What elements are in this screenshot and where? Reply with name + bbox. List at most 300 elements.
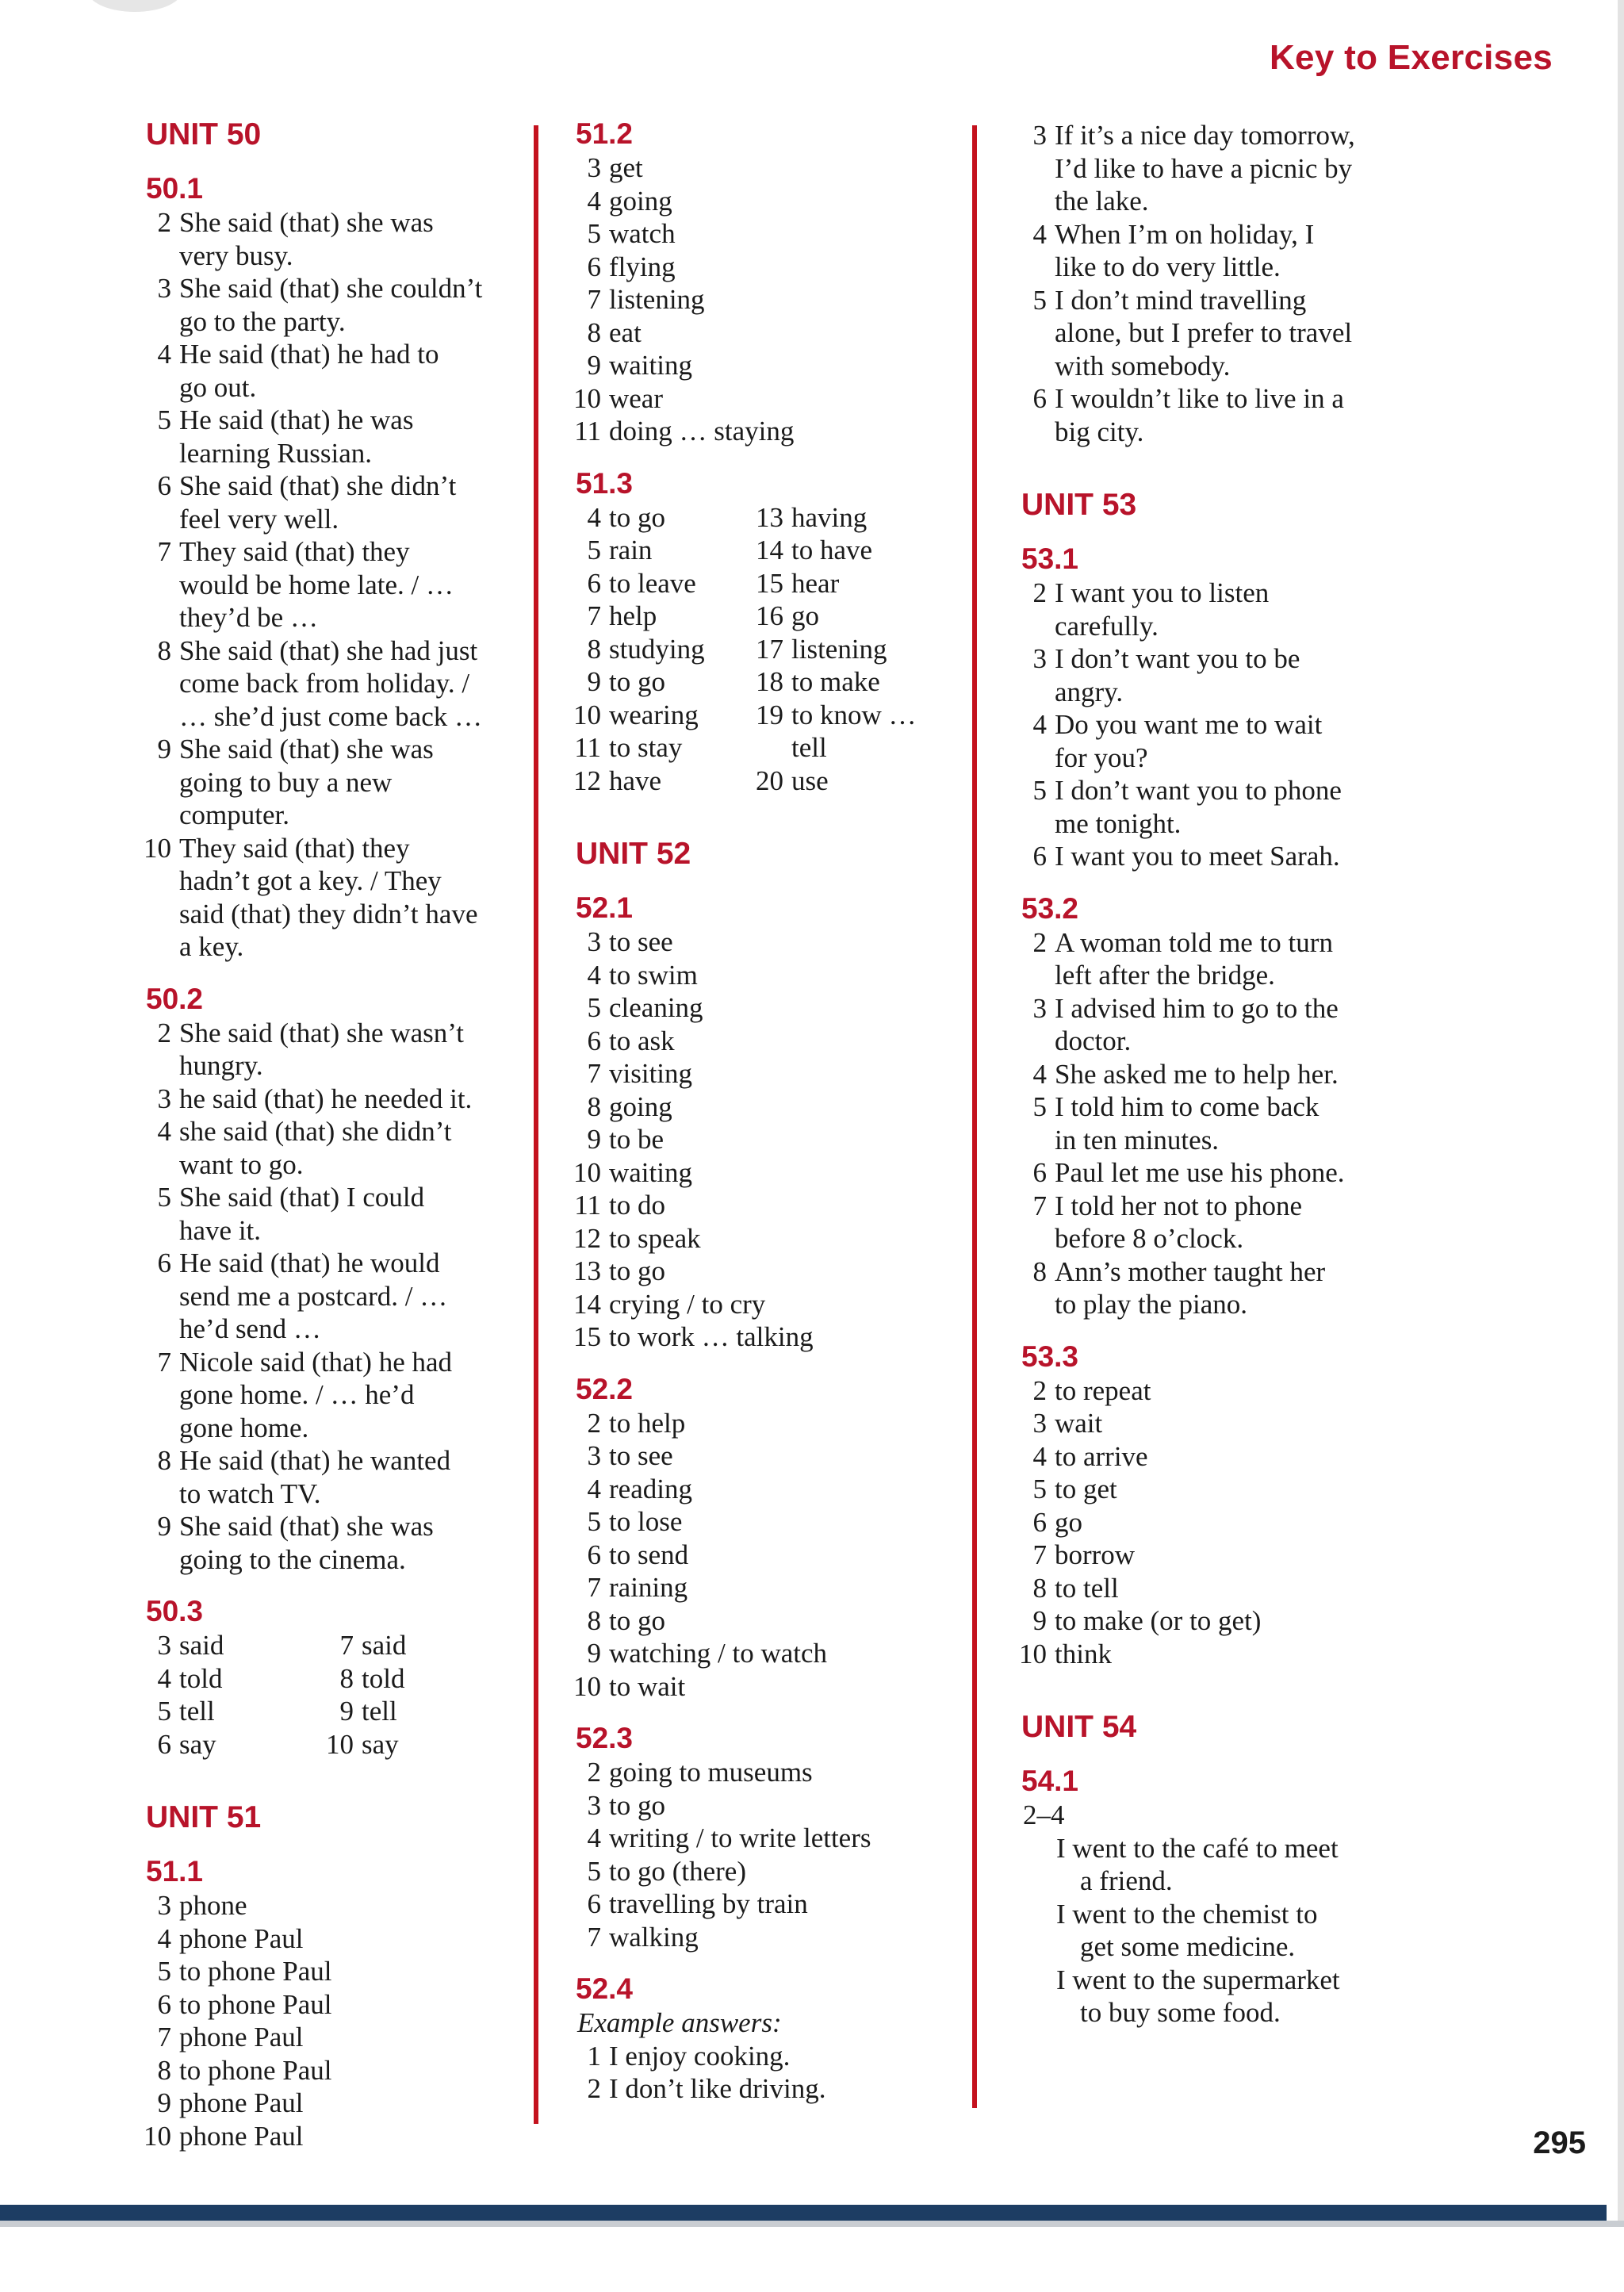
answer-text: to go [609,501,665,533]
answer-item [141,733,538,832]
answer-number: 5 [157,1182,171,1213]
answer-text: to go [609,1604,665,1636]
answer-item [1017,774,1429,840]
answer-item [571,415,967,448]
answer-number: 9 [587,666,601,697]
exercise-number: 51.2 [576,117,634,150]
answer-item [571,501,753,535]
answer-text: think [1055,1638,1112,1669]
answer-text: carefully. [1055,610,1159,642]
page-right-edge [1618,0,1624,2221]
answer-text: to go [609,666,665,697]
exercise-block [571,1974,967,2106]
answer-number: 4 [157,1116,171,1147]
answer-number: 7 [587,600,601,631]
answer-item [141,1728,324,1761]
answer-item [141,206,538,272]
answer-number: 8 [157,634,171,666]
answer-item [571,1057,967,1090]
answer-text: doing … staying [609,416,795,447]
answer-text: me tonight. [1055,807,1182,839]
answer-number: 6 [587,1025,601,1056]
answer-item [141,832,538,964]
answer-item [571,185,967,218]
answer-number: 13 [756,501,783,533]
answer-number: 9 [587,1638,601,1669]
answer-number: 3 [157,1083,171,1114]
answer-text: to send [609,1539,689,1570]
answer-text: … she’d just come back … [179,700,482,732]
answer-item [1017,1156,1429,1190]
answer-item [324,1728,406,1761]
answer-number: 1 [587,2040,601,2072]
exercise-block [1017,119,1429,448]
answer-item [1017,119,1429,218]
exercise-block [141,1596,538,1761]
exercise-number: 52.2 [576,1372,634,1405]
answer-item [1017,840,1429,873]
answer-text: go out. [179,371,257,403]
answer-item [571,1921,967,1954]
exercise-block [571,466,967,798]
answer-number: 7 [587,1058,601,1089]
answer-text: like to do very little. [1055,251,1281,282]
answer-text: in ten minutes. [1055,1124,1220,1156]
answer-item [571,1539,967,1572]
answer-text: have [609,765,662,796]
answer-number: 9 [339,1696,354,1727]
answer-number: 10 [573,382,601,414]
answer-item [1017,1506,1429,1539]
answer-text: going to the cinema. [179,1543,406,1575]
answer-grid-column [571,501,753,798]
exercise-number: 52.1 [576,891,634,924]
answer-item [1017,1572,1429,1605]
answer-text: I wouldn’t like to live in a [1055,383,1344,414]
answer-text: waiting [609,1156,692,1188]
page-number: 295 [1533,2125,1586,2160]
answer-text: say [362,1728,399,1760]
answer-item [1017,1255,1429,1321]
answer-item [141,1662,324,1696]
answer-text: to work … talking [609,1321,814,1352]
answer-item [1017,642,1429,708]
answer-item [571,217,967,251]
answer-text: to get [1055,1474,1117,1504]
answer-text: I told her not to phone [1055,1190,1303,1221]
answer-number: 10 [326,1728,354,1760]
footer-band-shadow [0,2221,1624,2227]
answer-item [141,1115,538,1181]
answer-item [571,1756,967,1789]
answer-item [571,1320,967,1354]
answer-text: said (that) they didn’t have [179,898,478,929]
answer-number: 3 [157,1630,171,1661]
answer-text: computer. [179,799,289,830]
answer-text: He said (that) he was [179,404,414,435]
answer-item [141,1955,538,1988]
column-1 [141,119,538,2173]
answer-text: alone, but I prefer to travel [1055,317,1353,348]
answer-text: send me a postcard. / … [179,1280,448,1312]
answer-number: 5 [1032,1091,1047,1122]
answer-item [1017,1473,1429,1506]
answer-text: going [609,1090,672,1122]
answer-text: rain [609,535,653,565]
unit-heading: UNIT 51 [146,1800,262,1834]
answer-text: they’d be … [179,602,318,633]
answer-text: to phone Paul [179,1988,332,2020]
answer-item [753,600,917,633]
exercise-block [571,119,967,448]
footer-band [0,2205,1607,2221]
answer-item [1017,708,1429,774]
answer-text: to have [791,535,873,565]
column-3 [1017,119,1429,2050]
answer-item [141,535,538,634]
answer-text: I advised him to go to the [1055,992,1339,1024]
answer-text: hungry. [179,1050,263,1081]
answer-number: 6 [1032,1157,1047,1188]
answer-text: having [791,501,868,533]
answer-item [571,1407,967,1440]
answer-text: gone home. [179,1412,309,1443]
answer-text: doctor. [1055,1025,1132,1056]
answer-number: 2 [157,207,171,238]
answer-number: 2 [587,1407,601,1439]
answer-text: I told him to come back [1055,1091,1320,1122]
answer-text: told [179,1662,223,1694]
answer-number: 5 [587,1506,601,1537]
exercise-block [141,984,538,1577]
answer-item [141,404,538,470]
answer-text: come back from holiday. / [179,668,470,699]
answer-text: wait [1055,1408,1103,1439]
answer-number: 4 [587,1822,601,1853]
answer-text: cleaning [609,992,703,1023]
exercise-number: 53.1 [1021,542,1079,575]
answer-item [141,2021,538,2054]
answer-text: before 8 o’clock. [1055,1223,1244,1254]
answer-number: 5 [587,992,601,1023]
answer-text: She said (that) she was [179,734,434,765]
answer-number: 7 [587,1572,601,1603]
page-edge-shadow [87,0,182,12]
answer-item [571,1571,967,1604]
answer-number: 6 [157,1728,171,1760]
answer-item [571,1156,967,1190]
answer-number: 9 [1032,1605,1047,1636]
answer-grid [571,501,967,798]
answer-text: travelling by train [609,1888,808,1919]
answer-text: use [791,765,829,796]
exercise-block [1017,544,1429,873]
answer-number: 9 [157,2087,171,2118]
answer-item [141,1889,538,1922]
answer-number: 18 [756,666,783,697]
answer-item [571,567,753,600]
answer-text: I want you to meet Sarah. [1055,841,1340,872]
answer-number: 11 [574,732,601,763]
answer-number: 11 [574,416,601,447]
answer-number: 13 [573,1255,601,1286]
column-2 [571,119,967,2126]
answer-number: 3 [587,152,601,183]
answer-text: to watch TV. [179,1478,321,1509]
exercise-number: 51.1 [146,1855,204,1888]
answer-number: 14 [756,535,783,565]
answer-text: to phone Paul [179,1956,332,1987]
answer-text: would be home late. / … [179,569,454,600]
answer-item [1017,992,1429,1058]
answer-number: 10 [573,1670,601,1702]
answer-item [571,1789,967,1822]
answer-number: 10 [573,1156,601,1188]
answer-number: 6 [157,1988,171,2020]
answer-text: listening [609,284,705,315]
answer-item [324,1695,406,1728]
answer-number: 7 [339,1630,354,1661]
answer-text: I enjoy cooking. [609,2040,791,2072]
answer-item [141,1629,324,1662]
answer-range: 2–4 [1023,1799,1065,1830]
answer-number: 2 [587,2073,601,2104]
answer-number: 6 [587,251,601,282]
answer-text: raining [609,1572,688,1603]
answer-text: I don’t mind travelling [1055,284,1307,316]
column-divider [534,125,538,2124]
answer-number: 6 [157,1248,171,1278]
answer-text: A woman told me to turn [1055,926,1333,958]
answer-item [571,765,753,798]
answer-text: tell [179,1696,215,1727]
answer-text: told [362,1662,405,1694]
answer-item [571,699,753,732]
answer-text: wear [609,382,664,414]
answer-number: 14 [573,1288,601,1320]
answer-number: 4 [587,959,601,991]
running-header: Key to Exercises [1269,38,1553,77]
answer-text: eat [609,316,642,348]
answer-text: angry. [1055,676,1124,707]
answer-text: I went to the supermarket [1056,1964,1340,1995]
answer-number: 3 [1032,1408,1047,1439]
answer-number: 4 [1032,1058,1047,1090]
answer-item [571,633,753,666]
answer-item [1017,577,1429,642]
answer-item [141,1181,538,1247]
answer-number: 2 [1032,926,1047,958]
answer-item [1017,1407,1429,1440]
answer-item [324,1662,406,1696]
answer-item [571,2040,967,2073]
answer-number: 9 [157,734,171,765]
answer-number: 8 [1032,1572,1047,1604]
answer-number: 3 [157,273,171,304]
answer-text: left after the bridge. [1055,960,1275,991]
answer-text: listening [791,633,887,665]
answer-item [571,1189,967,1222]
answer-text: studying [609,633,705,665]
answer-text: crying / to cry [609,1288,766,1320]
answer-text: She said (that) she didn’t [179,470,457,501]
answer-number: 8 [587,316,601,348]
answer-number: 15 [756,567,783,599]
answer-number: 20 [756,765,783,796]
exercise-number: 53.2 [1021,891,1079,925]
answer-number: 4 [157,339,171,370]
answer-text: he’d send … [179,1313,321,1344]
answer-text: She said (that) she couldn’t [179,273,483,304]
answer-text: I’d like to have a picnic by [1055,152,1353,184]
answer-number: 9 [587,1124,601,1155]
answer-text: She said (that) I could [179,1182,425,1213]
unit-heading: UNIT 53 [1021,488,1137,522]
answer-item [1017,1898,1429,1964]
answer-text: When I’m on holiday, I [1055,218,1315,250]
answer-item [141,272,538,338]
answer-item [141,1247,538,1346]
answer-number: 7 [587,284,601,315]
answer-item [753,534,917,567]
answer-text: to make [791,666,880,697]
answer-number: 7 [157,2022,171,2052]
answer-item [571,1822,967,1855]
answer-item [324,1629,406,1662]
answer-item [571,1255,967,1288]
answer-number: 9 [157,1511,171,1542]
answer-number: 3 [1032,120,1047,151]
answer-number: 4 [1032,218,1047,250]
answer-text: to do [609,1190,665,1221]
answer-text: Paul let me use his phone. [1055,1157,1345,1188]
exercise-number: 51.3 [576,466,634,500]
answer-text: I want you to listen [1055,577,1270,608]
answer-item [141,1083,538,1116]
answer-text: She said (that) she was [179,207,434,238]
answer-item [571,316,967,350]
answer-text: watching / to watch [609,1638,828,1669]
answer-number: 5 [157,404,171,435]
answer-text: to stay [609,732,683,763]
answer-item [571,151,967,185]
answer-number: 19 [756,699,783,730]
answer-text: They said (that) they [179,536,410,567]
answer-number: 8 [1032,1255,1047,1287]
answer-item [1017,1374,1429,1408]
answer-item [571,1505,967,1539]
answer-number: 7 [157,536,171,567]
answer-item [141,1346,538,1445]
answer-text: visiting [609,1058,693,1089]
answer-text: walking [609,1921,699,1953]
answer-item [1017,1638,1429,1671]
answer-text: go [791,600,819,631]
answer-text: gone home. / … he’d [179,1379,415,1410]
answer-text: He said (that) he wanted [179,1445,451,1476]
exercise-block [571,1374,967,1704]
answer-number: 3 [587,926,601,957]
answer-text: to tell [1055,1572,1119,1604]
answer-number: 5 [157,1696,171,1727]
answer-number: 2 [1032,577,1047,608]
answer-text: I don’t want you to phone [1055,775,1342,806]
answer-item [141,1510,538,1576]
answer-text: phone Paul [179,1922,304,1954]
answer-text: to repeat [1055,1374,1151,1406]
answer-number: 6 [1032,841,1047,872]
exercise-number: 52.4 [576,1972,634,2005]
answer-text: to ask [609,1025,675,1056]
answer-item [571,1637,967,1670]
answer-text: go to the party. [179,305,346,337]
answer-text: get [609,152,643,183]
answer-item [1017,284,1429,383]
answer-number: 7 [157,1346,171,1378]
answer-item [1017,926,1429,992]
answer-number: 8 [157,2054,171,2086]
answer-text: have it. [179,1214,262,1246]
answer-item [571,1888,967,1921]
answer-number: 6 [1032,1506,1047,1538]
answer-number: 4 [587,185,601,217]
exercise-block [1017,891,1429,1321]
answer-item [753,633,917,666]
answer-text: she said (that) she didn’t [179,1116,452,1147]
answer-number: 5 [587,218,601,249]
answer-text: to help [609,1407,686,1439]
answer-item [571,600,753,633]
answer-text: a key. [179,931,244,962]
exercise-number: 52.3 [576,1722,634,1754]
answer-text: watch [609,218,676,249]
answer-text: to swim [609,959,698,991]
answer-text: They said (that) they [179,832,410,864]
answer-text: to arrive [1055,1440,1148,1472]
answer-item [1017,382,1429,448]
answer-text: get some medicine. [1080,1931,1296,1962]
answer-item [141,2087,538,2120]
answer-number: 6 [157,470,171,501]
answer-text: She said (that) she had just [179,634,478,666]
answer-item [1017,1539,1429,1572]
answer-text: to go (there) [609,1855,746,1887]
answer-number: 4 [1032,1440,1047,1472]
answer-item [571,1604,967,1638]
answer-text: help [609,600,657,631]
answer-number: 2 [587,1757,601,1788]
answer-grid [141,1629,538,1761]
answer-item [141,1695,324,1728]
answer-item [753,765,917,798]
answer-text: She said (that) she wasn’t [179,1017,465,1048]
answer-item [571,382,967,416]
answer-item [141,2120,538,2153]
answer-number: 5 [1032,1474,1047,1504]
answer-number: 5 [587,535,601,565]
answer-text: waiting [609,350,692,381]
answer-item [571,665,753,699]
exercise-block [571,1723,967,1953]
answer-item [753,731,917,765]
answer-text: to leave [609,567,696,599]
answer-text: going [609,185,672,217]
answer-text: going to museums [609,1757,813,1788]
exercise-block [1017,1342,1429,1671]
answer-number: 7 [587,1921,601,1953]
answer-item [571,959,967,992]
answer-number: 4 [587,1473,601,1504]
